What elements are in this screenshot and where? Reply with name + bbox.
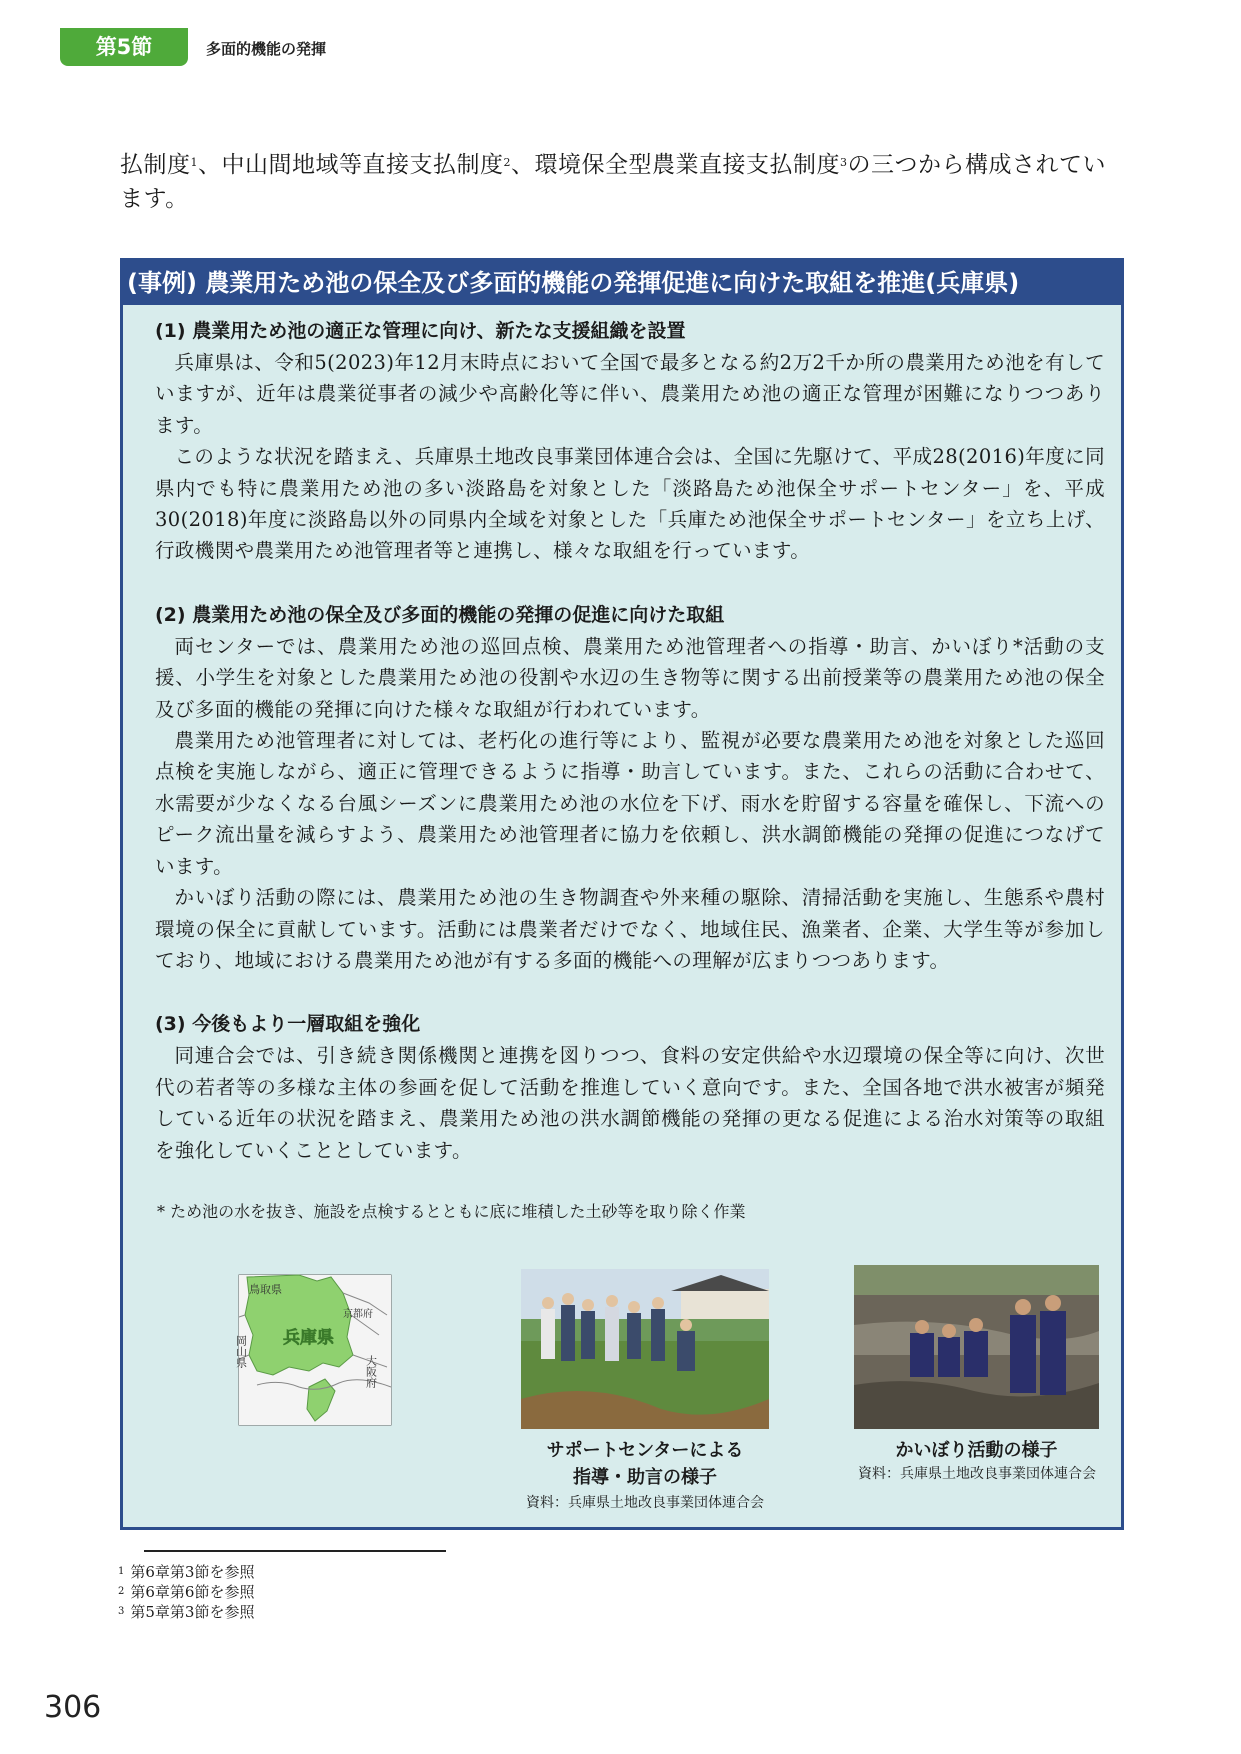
footnote-2-number: 2 [118, 1586, 125, 1597]
section-3-heading: (3) 今後もより一層取組を強化 [155, 1013, 421, 1036]
hyogo-map [234, 1275, 391, 1425]
fig1-caption-line2: 指導・助言の様子 [573, 1467, 717, 1488]
section-1-heading: (1) 農業用ため池の適正な管理に向け、新たな支援組織を設置 [155, 320, 686, 342]
section-2-paragraph-2: 農業用ため池管理者に対しては、老朽化の進行等により、監視が必要な農業用ため池を対象とした巡回点検を実施しながら、適正に管理できるように指導・助言しています。また、これらの活動に合わせて、水需要が少なくなる台風シーズンに農業用ため池の水位を下げ、雨水を貯留する容量を確保し、下流へのピーク流出量を減らすよう、農業用ため池管理者に協力を依頼し、洪水調節機能の発揮の促進につなげています。 [155, 729, 1105, 878]
footnote-ref-2: 2 [503, 156, 511, 169]
intro-text-4: の三つから構成されています。 [120, 152, 1106, 212]
footnote-rule [144, 1550, 446, 1552]
footnote-2-text: 第6章第6節を参照 [130, 1583, 255, 1601]
support-center-photo [521, 1269, 769, 1429]
page-number: 306 [44, 1690, 102, 1725]
footnote-2 [118, 1582, 254, 1602]
kaibori-photo [854, 1265, 1099, 1429]
kaibori-note: * ため池の水を抜き、施設を点検するとともに底に堆積した土砂等を取り除く作業 [157, 1201, 746, 1221]
map-label-osaka: 大阪府 [364, 1355, 378, 1388]
fig1-caption-line1: サポートセンターによる [546, 1440, 744, 1461]
section-3-paragraph-1: 同連合会では、引き続き関係機関と連携を図りつつ、食料の安定供給や水辺環境の保全等に向け、次世代の若者等の多様な主体の参画を促して活動を推進していく意向です。また、全国各地で洪水被害が頻発している近年の状況を踏まえ、農業用ため池の洪水調節機能の発揮の更なる促進による治水対策等の取組を強化していくこととしています。 [155, 1044, 1105, 1162]
map-label-kyoto: 京都府 [343, 1309, 373, 1320]
map-label-tottori: 鳥取県 [249, 1283, 282, 1296]
footnote-1 [118, 1562, 254, 1582]
intro-text-3: 、環境保全型農業直接支払制度 [511, 152, 840, 178]
case-study-title: (事例) 農業用ため池の保全及び多面的機能の発揮促進に向けた取組を推進(兵庫県) [123, 261, 1121, 305]
intro-paragraph [120, 148, 1120, 216]
section-2-paragraph-3: かいぼり活動の際には、農業用ため池の生き物調査や外来種の駆除、清掃活動を実施し、生態系や農村環境の保全に貢献しています。活動には農業者だけでなく、地域住民、漁業者、企業、大学生等が参加しており、地域における農業用ため池が有する多面的機能への理解が広まりつつあります。 [155, 886, 1105, 972]
case-study-content [155, 315, 1105, 1224]
intro-text-1: 払制度 [120, 152, 191, 178]
footnote-3-number: 3 [118, 1606, 125, 1617]
fig2-source: 資料：兵庫県土地改良事業団体連合会 [858, 1466, 1096, 1482]
section-1-paragraph-1: 兵庫県は、令和5(2023)年12月末時点において全国で最多となる約2万2千か所の農業用ため池を有していますが、近年は農業従事者の減少や高齢化等に伴い、農業用ため池の適正な管理が困難になりつつあります。 [155, 351, 1105, 437]
footnote-1-number: 1 [118, 1566, 125, 1577]
section-title: 多面的機能の発揮 [206, 40, 327, 58]
footnote-1-text: 第6章第3節を参照 [130, 1563, 255, 1581]
footnote-ref-1: 1 [190, 156, 198, 169]
map-label-okayama: 岡山県 [234, 1335, 248, 1368]
section-1-paragraph-2: このような状況を踏まえ、兵庫県土地改良事業団体連合会は、全国に先駆けて、平成28(2016)年度に同県内でも特に農業用ため池の多い淡路島を対象とした「淡路島ため池保全サポートセンター」を、平成30(2018)年度に淡路島以外の同県内全域を対象とした「兵庫ため池保全サポートセンター」を立ち上げ、行政機関や農業用ため池管理者等と連携し、様々な取組を行っています。 [155, 445, 1105, 563]
footnote-3 [118, 1602, 254, 1622]
fig2-caption: かいぼり活動の様子 [895, 1440, 1058, 1461]
map-label-hyogo: 兵庫県 [283, 1328, 334, 1348]
figures-row [123, 1265, 1123, 1525]
footnote-3-text: 第5章第3節を参照 [130, 1603, 255, 1621]
fig1-source: 資料：兵庫県土地改良事業団体連合会 [526, 1495, 764, 1511]
section-2-paragraph-1: 両センターでは、農業用ため池の巡回点検、農業用ため池管理者への指導・助言、かいぼり*活動の支援、小学生を対象とした農業用ため池の役割や水辺の生き物等に関する出前授業等の農業用ため池の保全及び多面的機能の発揮に向けた様々な取組が行われています。 [155, 634, 1105, 721]
section-2-heading: (2) 農業用ため池の保全及び多面的機能の発揮の促進に向けた取組 [155, 603, 725, 626]
intro-text-2: 、中山間地域等直接支払制度 [198, 152, 504, 178]
section-tab: 第5節 [60, 28, 188, 66]
footnote-ref-3: 3 [840, 156, 848, 169]
case-study-box [120, 258, 1124, 1530]
